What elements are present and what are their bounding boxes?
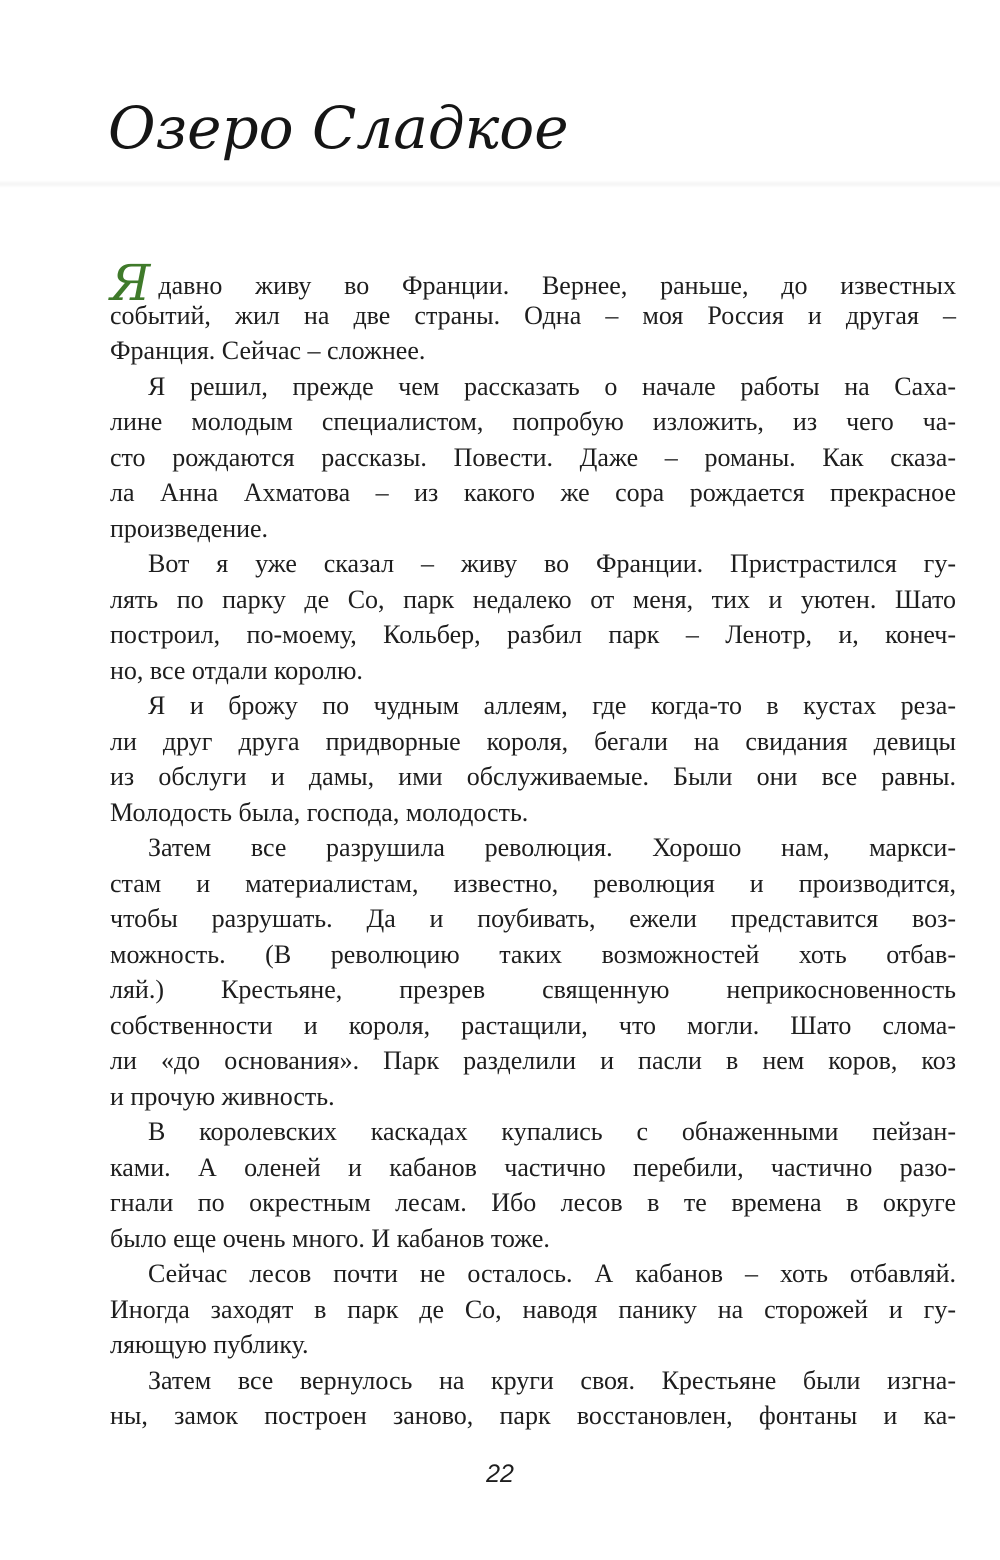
text-line: построил, по-моему, Кольбер, разбил парк – Ленотр, и, конеч- [110,620,956,649]
text-line: ли «до основания». Парк разделили и пасли в нем коров, коз [110,1046,956,1075]
text-line: Вот я уже сказал – живу во Франции. Пристрастился гу- [148,549,956,578]
text-line: стам и материалистам, известно, революция и производится, [110,868,956,898]
text-line: гнали по окрестным лесам. Ибо лесов в те времена в округе [110,1188,956,1217]
text-line: было еще очень много. И кабанов тоже. [110,1223,550,1253]
text-line: Затем все разрушила революция. Хорошо нам, маркси- [148,833,956,862]
text-line: ляющую публику. [110,1330,309,1359]
text-line: Сейчас лесов почти не осталось. А кабанов – хоть отбавляй. [148,1259,956,1288]
chapter-title: Озеро Сладкое [108,94,569,162]
text-line: и прочую живность. [110,1081,335,1111]
text-line: ла Анна Ахматова – из какого же сора рождается прекрасное [110,478,956,507]
first-line-text: давно живу во Франции. Вернее, раньше, до известных [158,271,956,300]
text-line: ками. А оленей и кабанов частично перебили, частично разо- [110,1152,956,1182]
text-line: из обслуги и дамы, ими обслуживаемые. Были они все равны. [110,762,956,791]
text-line: можность. (В революцию таких возможностей хоть отбав- [110,939,956,969]
text-line: лине молодым специалистом, попробую изложить, из чего ча- [110,407,956,436]
chapter-body [110,254,956,1434]
page-number: 22 [486,1460,514,1488]
text-line: Иногда заходят в парк де Со, наводя панику на сторожей и гу- [110,1294,956,1324]
text-line: Затем все вернулось на круги своя. Крестьяне были изгна- [148,1365,956,1395]
text-line: ли друг друга придворные короля, бегали на свидания девицы [110,726,956,756]
drop-cap: Я [110,254,151,312]
text-line: ны, замок построен заново, парк восстановлен, фонтаны и ка- [110,1401,956,1430]
text-line: событий, жил на две страны. Одна – моя Россия и другая – [110,300,956,330]
text-line: Я решил, прежде чем рассказать о начале работы на Саха- [148,371,956,401]
text-line: Франция. Сейчас – сложнее. [110,336,426,365]
text-line: ляй.) Крестьяне, презрев священную неприкосновенность [110,975,956,1004]
title-divider [0,180,1000,188]
text-line: чтобы разрушать. Да и поубивать, ежели представится воз- [110,904,956,933]
text-line: сто рождаются рассказы. Повести. Даже – романы. Как сказа- [110,442,956,472]
text-line: но, все отдали королю. [110,655,363,685]
text-line: лять по парку де Со, парк недалеко от меня, тих и уютен. Шато [110,584,956,614]
text-line-first [110,254,956,312]
text-line: произведение. [110,513,269,543]
text-line: собственности и короля, растащили, что могли. Шато слома- [110,1010,956,1040]
text-line: Молодость была, господа, молодость. [110,797,529,827]
text-line: В королевских каскадах купались с обнаженными пейзан- [148,1117,956,1146]
text-line: Я и брожу по чудным аллеям, где когда-то в кустах реза- [148,691,956,720]
